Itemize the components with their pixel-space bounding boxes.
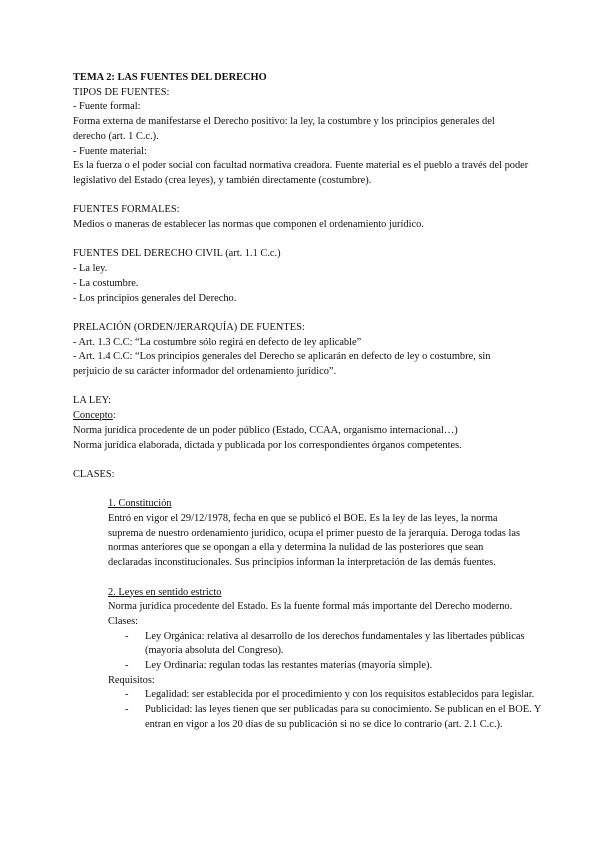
concepto-label-row — [73, 409, 563, 424]
civil-item: - La costumbre. — [73, 277, 139, 289]
constitucion-line: suprema de nuestro ordenamiento jurídico, ocupa el primer puesto de la jerarquía. Deroga todas las — [108, 527, 521, 539]
prelacion-item-1: - Art. 1.3 C.C: “La costumbre sólo regirá en defecto de ley aplicable” — [73, 336, 362, 348]
bullet-dash: - — [125, 704, 129, 716]
leyes-clases-label: Clases: — [108, 615, 139, 627]
formales-text: Medios o maneras de establecer las normas que componen el ordenamiento jurídico. — [73, 219, 424, 231]
constitucion-line: normas anteriores que se opongan a ella y determina la nulidad de las posteriores que sean — [108, 542, 484, 554]
formales-heading: FUENTES FORMALES: — [73, 204, 180, 216]
civil-heading: FUENTES DEL DERECHO CIVIL (art. 1.1 C.c.) — [73, 248, 281, 260]
prelacion-item-2-line-2: perjuicio de su carácter informador del ordenamiento jurídico”. — [73, 366, 337, 378]
leyes-section — [73, 586, 563, 733]
bullet-dash: - — [125, 660, 129, 672]
clases-bullet-item — [73, 659, 563, 674]
material-text-1: Es la fuerza o el poder social con facultad normativa creadora. Fuente material es el pueblo a través del poder — [73, 160, 529, 172]
requisitos-bullet-item — [73, 703, 563, 732]
formal-text-1: Forma externa de manifestarse el Derecho positivo: la ley, la costumbre y los principios generales del — [73, 116, 495, 128]
leyes-title: 2. Leyes en sentido estricto — [108, 586, 222, 598]
material-label: - Fuente material: — [73, 145, 147, 157]
concepto-line-2: Norma jurídica elaborada, dictada y publicada por los correspondientes órganos competentes. — [73, 439, 462, 451]
clases-bullet-item — [73, 630, 563, 659]
bullet-dash: - — [125, 689, 129, 701]
leyes-intro: Norma jurídica procedente del Estado. Es la fuente formal más importante del Derecho moderno. — [108, 601, 513, 613]
ley-heading: LA LEY: — [73, 395, 112, 407]
formal-label: - Fuente formal: — [73, 101, 141, 113]
clases-bullet-text: Ley Ordinaria: regulan todas las restantes materias (mayoría simple). — [145, 660, 433, 672]
concepto-label: Concepto — [73, 410, 113, 422]
requisitos-bullet-text: Publicidad: las leyes tienen que ser publicadas para su conocimiento. Se publican en el BOE. Y entran en vigor a los 20 días de su publicación si no se dice lo contrario (art. 2.1 C.c.). — [145, 704, 541, 730]
tipos-heading: TIPOS DE FUENTES: — [73, 86, 170, 98]
concepto-colon: : — [112, 410, 116, 422]
clases-heading: CLASES: — [73, 468, 115, 480]
material-text-2: legislativo del Estado (crea leyes), y también directamente (costumbre). — [73, 174, 372, 186]
bullet-dash: - — [125, 630, 129, 642]
requisitos-bullet-text: Legalidad: ser establecida por el procedimiento y con los requisitos establecidos para legislar. — [145, 689, 535, 701]
formal-text-2: derecho (art. 1 C.c.). — [73, 130, 159, 142]
prelacion-heading: PRELACIÓN (ORDEN/JERARQUÍA) DE FUENTES: — [73, 321, 305, 333]
constitucion-title: 1. Constitución — [108, 498, 172, 510]
leyes-requisitos-label: Requisitos: — [108, 674, 155, 686]
constitucion-section — [73, 497, 563, 571]
document-page — [73, 71, 563, 733]
page-title: TEMA 2: LAS FUENTES DEL DERECHO — [73, 72, 267, 83]
prelacion-item-2-line-1: - Art. 1.4 C.C: “Los principios generales del Derecho se aplicarán en defecto de ley o costumbre, sin — [73, 351, 491, 363]
constitucion-line: Entró en vigor el 29/12/1978, fecha en que se publicó el BOE. Es la ley de las leyes, la norma — [108, 513, 498, 524]
requisitos-bullet-item — [73, 688, 563, 703]
constitucion-line: declaradas inconstitucionales. Sus principios informan la interpretación de las demás fuentes. — [108, 557, 496, 569]
clases-bullet-text: Ley Orgánica: relativa al desarrollo de los derechos fundamentales y las libertades públicas (mayoría absoluta del Congreso). — [145, 630, 525, 657]
civil-item: - Los principios generales del Derecho. — [73, 292, 237, 304]
civil-item: - La ley. — [73, 263, 108, 275]
concepto-line-1: Norma jurídica procedente de un poder público (Estado, CCAA, organismo internacional…) — [73, 424, 458, 436]
